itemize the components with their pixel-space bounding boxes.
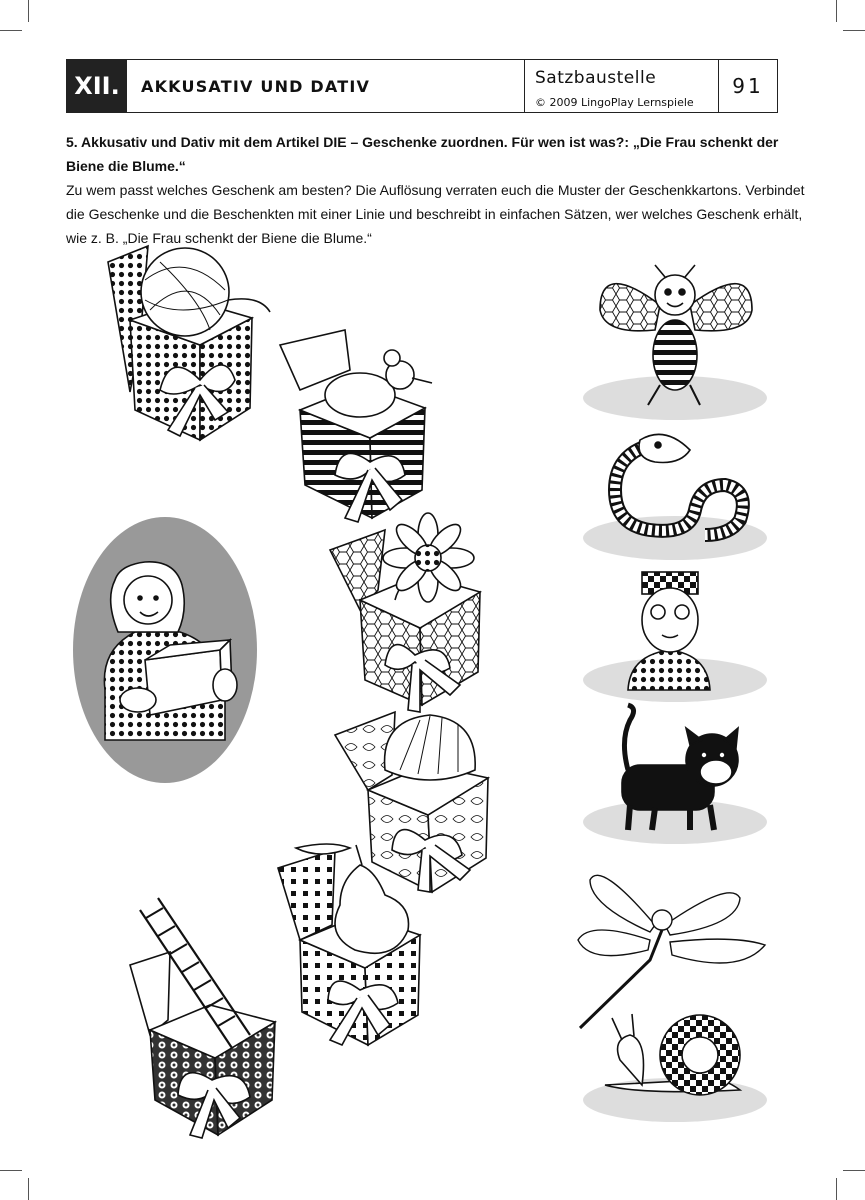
gift-mouse[interactable] — [280, 330, 432, 522]
gift-flower[interactable] — [330, 513, 480, 712]
gift-ladder[interactable] — [130, 898, 275, 1138]
task-title: 5. Akkusativ und Dativ mit dem Artikel DIE – Geschenke zuordnen. Für wen ist was?: „Die Frau schenkt der Biene die Blume.“ — [66, 134, 779, 174]
copyright: © 2009 LingoPlay Lernspiele — [535, 96, 694, 109]
recipient-bee[interactable] — [583, 265, 767, 420]
recipient-dragonfly[interactable] — [578, 875, 765, 1028]
recipient-snake[interactable] — [583, 434, 767, 560]
woman-with-package[interactable] — [73, 517, 257, 783]
unit-badge: XII. — [67, 60, 127, 112]
series-name: Satzbaustelle — [535, 68, 657, 88]
gift-yarn-ball[interactable] — [108, 246, 270, 440]
unit-title: AKKUSATIV UND DATIV — [127, 60, 525, 112]
recipient-snail[interactable] — [583, 1014, 767, 1122]
recipient-cat[interactable] — [583, 705, 767, 844]
recipient-grandmother[interactable] — [583, 572, 767, 702]
gift-shell[interactable] — [335, 712, 488, 892]
task-body: Zu wem passt welches Geschenk am besten? Die Auflösung verraten euch die Muster der Geschenkkartons. Verbindet die Geschenke und die Beschenkten mit einer Linie und beschreibt in einfachen Sätzen, wer welches Geschenk erhält, wie z. B. „Die Frau schenkt der Biene die Blume.“ — [66, 182, 805, 246]
page-number: 91 — [732, 74, 764, 98]
